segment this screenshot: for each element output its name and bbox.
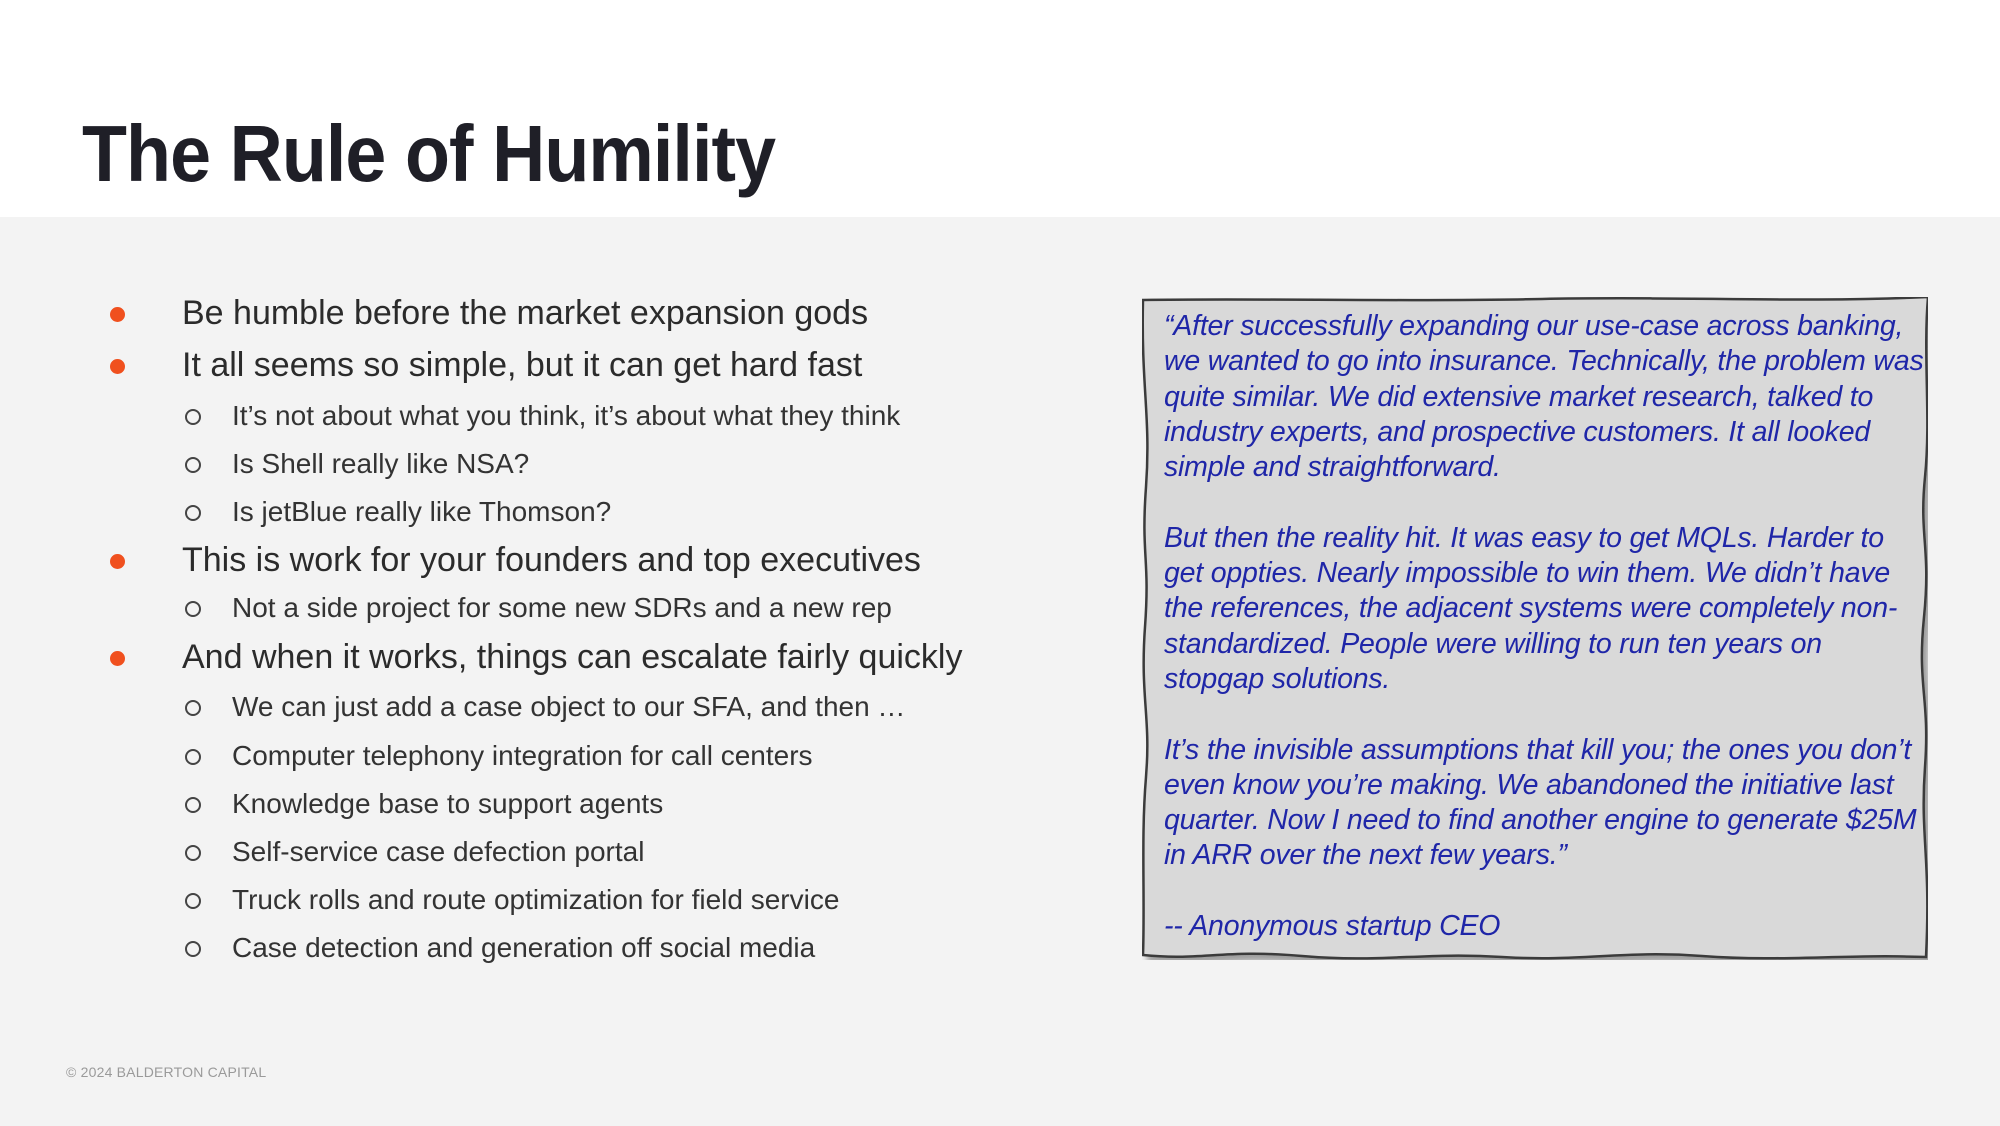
quote-attribution: -- Anonymous startup CEO	[1164, 910, 1501, 943]
bullet-item	[182, 633, 962, 681]
bullet-circle-icon	[185, 749, 201, 765]
bullet-circle-icon	[185, 601, 201, 617]
sub-bullet-item	[232, 879, 839, 921]
bullet-circle-icon	[185, 893, 201, 909]
slide-title: The Rule of Humility	[82, 109, 776, 198]
bullet-circle-icon	[185, 505, 201, 521]
sub-bullet-text: Self-service case defection portal	[232, 836, 645, 867]
bullet-circle-icon	[185, 797, 201, 813]
bullet-circle-icon	[185, 457, 201, 473]
bullet-circle-icon	[185, 845, 201, 861]
quote-box	[1142, 297, 1928, 960]
sub-bullet-text: Truck rolls and route optimization for field service	[232, 884, 840, 915]
sub-bullet-item	[232, 587, 892, 629]
bullet-text: Be humble before the market expansion gods	[182, 294, 869, 332]
bullet-text: And when it works, things can escalate fairly quickly	[182, 638, 963, 676]
bullet-dot-icon	[110, 307, 125, 322]
sub-bullet-text: Not a side project for some new SDRs and a new rep	[232, 592, 892, 623]
bullet-item	[182, 536, 921, 584]
sub-bullet-text: It’s not about what you think, it’s about what they think	[232, 400, 901, 431]
quote-paragraph: It’s the invisible assumptions that kill you; the ones you don’t even know you’re making. We abandoned the initiative last quarter. Now I need to find another engine to generate $25M in ARR over the next few years.”	[1164, 733, 1917, 872]
sub-bullet-item	[232, 491, 611, 533]
quote-paragraph: “After successfully expanding our use-case across banking, we wanted to go into insurance. Technically, the problem was quite similar. We did extensive market research, talked to industry experts, and prospective customers. It all looked simple and straightforward.	[1164, 310, 1924, 484]
sub-bullet-text: Knowledge base to support agents	[232, 788, 664, 819]
sub-bullet-item	[232, 443, 529, 485]
sub-bullet-item	[232, 831, 644, 873]
sub-bullet-text: Computer telephony integration for call centers	[232, 740, 813, 771]
sub-bullet-item	[232, 735, 813, 777]
bullet-text: It all seems so simple, but it can get hard fast	[182, 346, 863, 384]
sub-bullet-item	[232, 783, 663, 825]
sub-bullet-text: We can just add a case object to our SFA, and then …	[232, 691, 906, 722]
bullet-dot-icon	[110, 554, 125, 569]
quote-text	[1164, 309, 1924, 944]
bullet-item	[182, 341, 862, 389]
quote-paragraph: But then the reality hit. It was easy to get MQLs. Harder to get oppties. Nearly impossible to win them. We didn’t have the references, the adjacent systems were completely non-standardized. People were willing to run ten years on stopgap solutions.	[1164, 521, 1898, 695]
bullet-dot-icon	[110, 651, 125, 666]
sub-bullet-text: Is jetBlue really like Thomson?	[232, 496, 612, 527]
sub-bullet-item	[232, 927, 815, 969]
bullet-circle-icon	[185, 700, 201, 716]
bullet-item	[182, 289, 868, 337]
bullet-circle-icon	[185, 409, 201, 425]
sub-bullet-text: Case detection and generation off social media	[232, 932, 816, 963]
bullet-circle-icon	[185, 941, 201, 957]
sub-bullet-item	[232, 395, 900, 437]
bullet-dot-icon	[110, 359, 125, 374]
sub-bullet-text: Is Shell really like NSA?	[232, 448, 530, 479]
bullet-text: This is work for your founders and top executives	[182, 541, 921, 579]
footer-copyright: © 2024 BALDERTON CAPITAL	[66, 1064, 267, 1080]
sub-bullet-item	[232, 686, 905, 728]
